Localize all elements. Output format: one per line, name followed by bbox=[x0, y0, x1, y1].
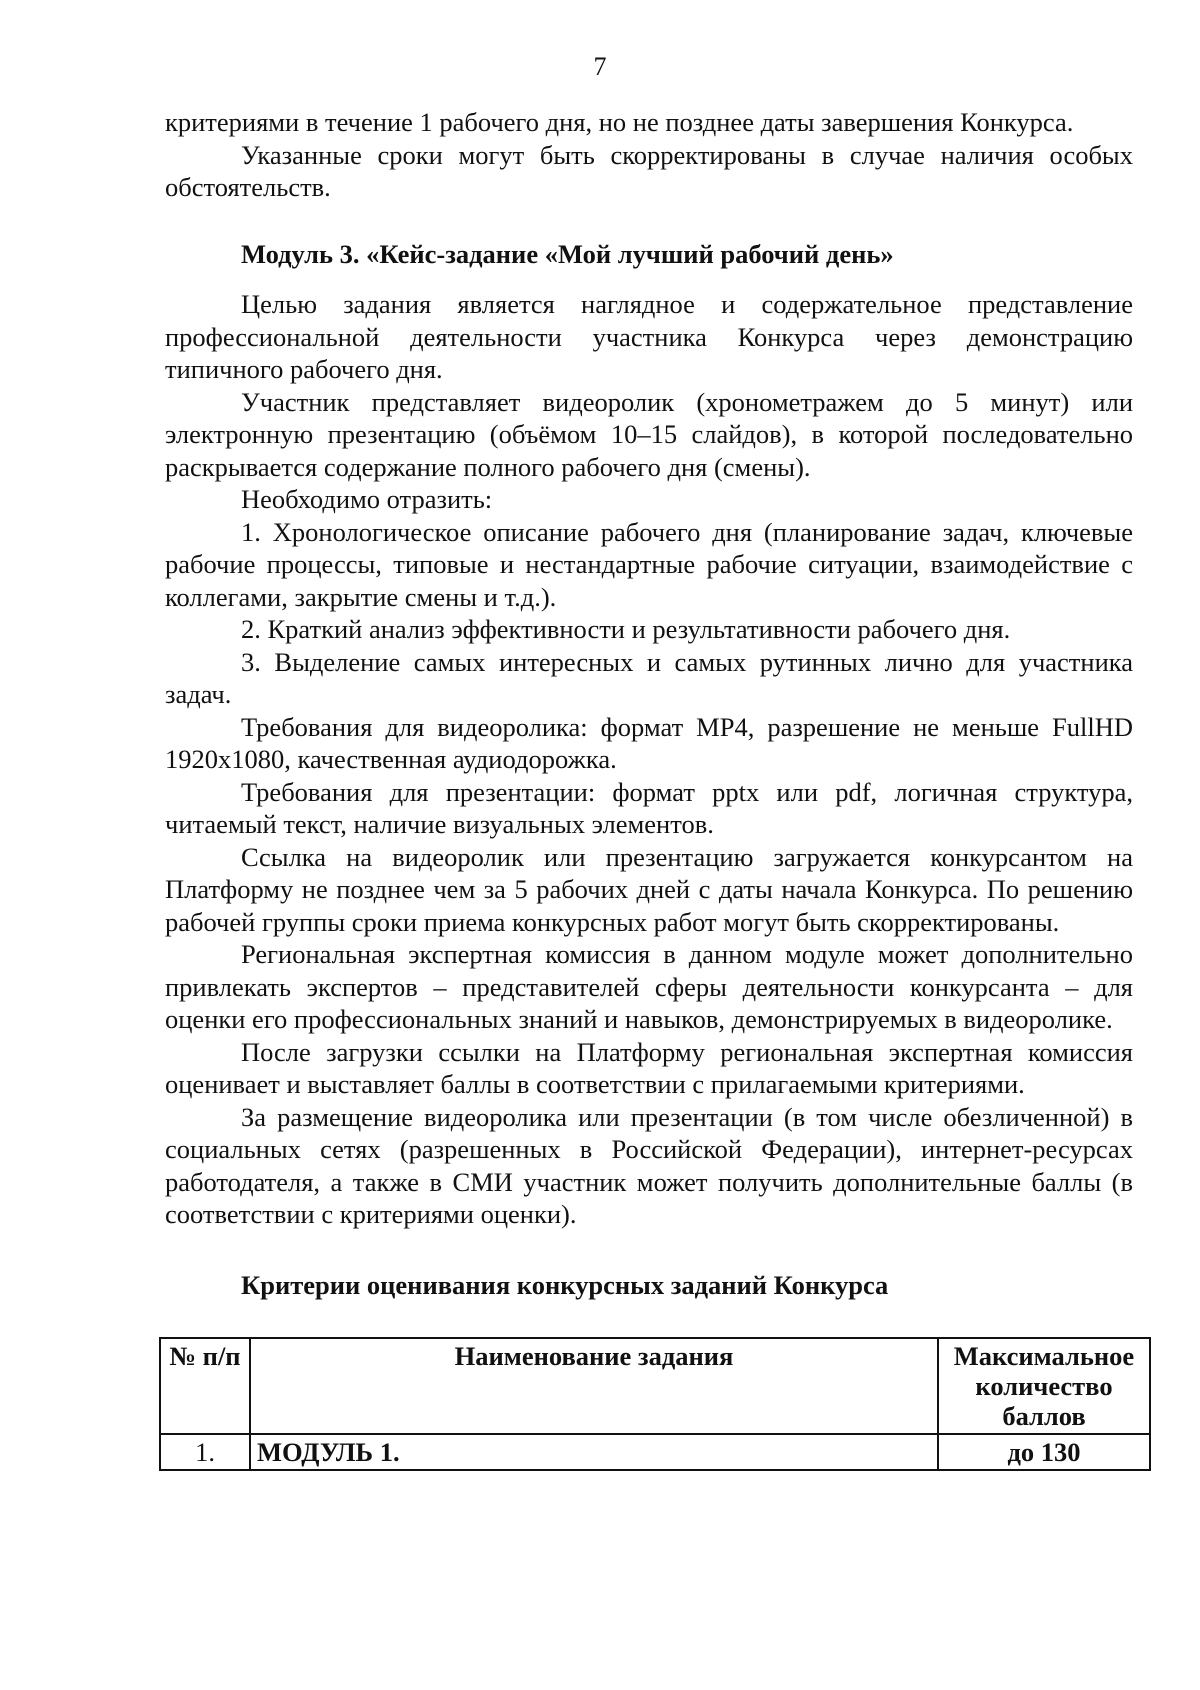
page-content bbox=[165, 106, 1133, 1471]
table-header-row bbox=[160, 1338, 1150, 1434]
paragraph-continuation: критериями в течение 1 рабочего дня, но не позднее даты завершения Конкурса. bbox=[165, 107, 1074, 137]
table-row bbox=[160, 1434, 1150, 1470]
module3-goal-paragraph: Целью задания является наглядное и содержательное представление профессиональной деятельности участника Конкурса через демонстрацию типичного рабочего дня. bbox=[165, 289, 1133, 384]
evaluation-paragraph: После загрузки ссылки на Платформу региональная экспертная комиссия оценивает и выставляет баллы в соответствии с прилагаемыми критериями. bbox=[165, 1036, 1133, 1099]
page-number: 7 bbox=[593, 52, 607, 81]
module3-item-1: 1. Хронологическое описание рабочего дня (планирование задач, ключевые рабочие процессы, типовые и нестандартные рабочие ситуации, взаимодействие с коллегами, закрытие смены и т.д.). bbox=[165, 516, 1133, 612]
column-header-max-points: Максимальное количество баллов bbox=[938, 1338, 1150, 1434]
module3-format-paragraph: Участник представляет видеоролик (хронометражем до 5 минут) или электронную презентацию (объёмом 10–15 слайдов), в которой последовательно раскрывается содержание полного рабочего дня (смены). bbox=[165, 386, 1133, 482]
presentation-requirements: Требования для презентации: формат pptx или pdf, логичная структура, читаемый текст, наличие визуальных элементов. bbox=[165, 776, 1133, 839]
upload-link-paragraph: Ссылка на видеоролик или презентацию загружается конкурсантом на Платформу не позднее чем за 5 рабочих дней с даты начала Конкурса. По решению рабочей группы сроки приема конкурсных работ могут быть скорректированы. bbox=[165, 841, 1133, 937]
expert-commission-paragraph: Региональная экспертная комиссия в данном модуле может дополнительно привлекать экспертов – представителей сферы деятельности конкурсанта – для оценки его профессиональных знаний и навыков, демонстрируемых в видеоролике. bbox=[165, 939, 1133, 1034]
module3-item-3: 3. Выделение самых интересных и самых рутинных лично для участника задач. bbox=[165, 646, 1133, 709]
video-requirements: Требования для видеоролика: формат MP4, разрешение не меньше FullHD 1920x1080, качественная аудиодорожка. bbox=[165, 711, 1133, 774]
module3-heading: Модуль 3. «Кейс-задание «Мой лучший рабочий день» bbox=[241, 238, 894, 269]
criteria-heading: Критерии оценивания конкурсных заданий Конкурса bbox=[241, 1269, 889, 1300]
criteria-table bbox=[159, 1337, 1151, 1471]
column-header-number: № п/п bbox=[160, 1338, 250, 1434]
module3-must-reflect: Необходимо отразить: bbox=[241, 484, 493, 514]
paragraph-deadlines-note: Указанные сроки могут быть скорректированы в случае наличия особых обстоятельств. bbox=[165, 139, 1133, 202]
bonus-points-paragraph: За размещение видеоролика или презентации (в том числе обезличенной) в социальных сетях (разрешенных в Российской Федерации), интернет-ресурсах работодателя, а также в СМИ участник может получить дополнительные баллы (в соответствии с критериями оценки). bbox=[165, 1101, 1133, 1229]
row-number: 1. bbox=[160, 1434, 250, 1470]
row-max-points: до 130 bbox=[938, 1434, 1150, 1470]
column-header-task-name: Наименование задания bbox=[250, 1338, 938, 1434]
row-task-name: МОДУЛЬ 1. bbox=[250, 1434, 938, 1470]
module3-item-2: 2. Краткий анализ эффективности и результативности рабочего дня. bbox=[241, 614, 1011, 644]
